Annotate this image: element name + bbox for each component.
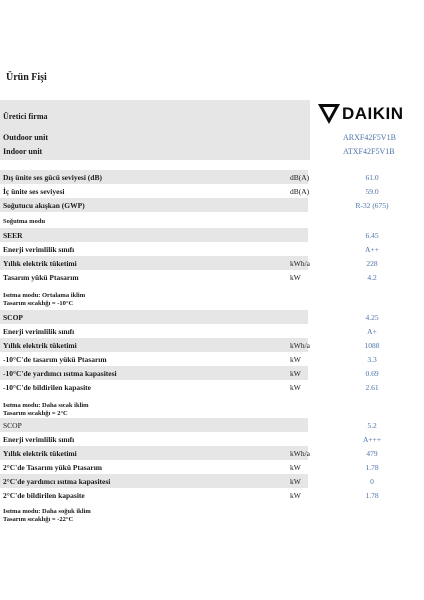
row-unit: kW	[290, 369, 301, 378]
row-value: 1088	[364, 341, 380, 350]
row-label: Yıllık elektrik tüketimi	[3, 341, 77, 350]
row-label: Enerji verimlilik sınıfı	[3, 327, 75, 336]
table-row	[0, 324, 424, 338]
header-background	[0, 100, 310, 160]
row-unit: kW	[290, 491, 301, 500]
row-value: R-32 (675)	[355, 201, 389, 210]
outdoor-unit-value: ARXF42F5V1B	[343, 133, 396, 142]
indoor-unit-value: ATXF42F5V1B	[343, 147, 395, 156]
row-value: A+	[367, 327, 377, 336]
row-unit: dB(A)	[290, 187, 310, 196]
row-value: 61.0	[365, 173, 379, 182]
row-value: 1.78	[365, 491, 379, 500]
daikin-logo	[318, 104, 404, 124]
row-label: Enerji verimlilik sınıfı	[3, 435, 75, 444]
row-unit: kW	[290, 477, 301, 486]
row-unit: kWh/a	[290, 341, 310, 350]
section-title: Isıtma modu: Daha soğuk iklim	[3, 508, 91, 515]
section-heating-colder	[3, 508, 91, 524]
outdoor-unit-label: Outdoor unit	[3, 133, 48, 142]
row-label: -10°C'de bildirilen kapasite	[3, 383, 92, 392]
row-label: Enerji verimlilik sınıfı	[3, 245, 75, 254]
table-row	[0, 310, 424, 324]
section-design-temp: Tasarım sıcaklığı = 2°C	[3, 410, 68, 417]
row-value: 5.2	[367, 421, 377, 430]
table-row	[0, 228, 424, 242]
table-row	[0, 256, 424, 270]
table-row	[0, 170, 424, 184]
page-title: Ürün Fişi	[6, 72, 47, 83]
row-unit: kWh/a	[290, 449, 310, 458]
row-label: İç ünite ses seviyesi	[3, 187, 65, 196]
table-row	[0, 352, 424, 366]
table-row	[0, 460, 424, 474]
row-label: Yıllık elektrik tüketimi	[3, 259, 77, 268]
row-label: Tasarım yükü Ptasarım	[3, 273, 79, 282]
row-unit: kW	[290, 463, 301, 472]
row-unit: kWh/a	[290, 259, 310, 268]
section-cooling: Soğutma modu	[3, 218, 46, 225]
row-label: -10°C'de tasarım yükü Ptasarım	[3, 355, 107, 364]
row-value: 3.3	[367, 355, 377, 364]
row-unit: kW	[290, 355, 301, 364]
table-row	[0, 474, 424, 488]
section-design-temp: Tasarım sıcaklığı = -10°C	[3, 300, 74, 307]
row-unit: kW	[290, 273, 301, 282]
row-label: Yıllık elektrik tüketimi	[3, 449, 77, 458]
row-label: -10°C'de yardımcı ısıtma kapasitesi	[3, 369, 117, 378]
section-heating-warmer	[3, 402, 89, 418]
table-row	[0, 184, 424, 198]
row-label: 2°C'de Tasarım yükü Ptasarım	[3, 463, 103, 472]
section-design-temp: Tasarım sıcaklığı = -22°C	[3, 516, 74, 523]
row-value: 2.61	[365, 383, 379, 392]
section-heating-average	[3, 292, 85, 308]
row-value: 0.69	[365, 369, 379, 378]
row-value: 1.78	[365, 463, 379, 472]
section-title: Isıtma modu: Daha sıcak iklim	[3, 402, 89, 409]
table-row	[0, 418, 424, 432]
row-value: 4.2	[367, 273, 377, 282]
section-title: Isıtma modu: Ortalama iklim	[3, 292, 86, 299]
table-row	[0, 338, 424, 352]
row-label: SCOP	[3, 313, 24, 322]
row-value: 228	[366, 259, 378, 268]
table-row	[0, 380, 424, 394]
row-label: SEER	[3, 231, 23, 240]
row-value: 6.45	[365, 231, 379, 240]
row-unit: kW	[290, 383, 301, 392]
row-value: A+++	[362, 435, 382, 444]
row-label: SCOP	[3, 421, 22, 430]
table-row	[0, 198, 424, 212]
table-row	[0, 270, 424, 284]
row-value: 479	[366, 449, 378, 458]
row-label: Soğutucu akışkan (GWP)	[3, 201, 85, 210]
table-row	[0, 446, 424, 460]
daikin-triangle-icon	[318, 104, 340, 124]
manufacturer-label: Üretici firma	[3, 112, 48, 121]
row-label: Dış ünite ses gücü seviyesi (dB)	[3, 173, 102, 182]
table-row	[0, 488, 424, 502]
table-row	[0, 366, 424, 380]
row-label: 2°C'de bildirilen kapasite	[3, 491, 85, 500]
table-row	[0, 432, 424, 446]
row-label: 2°C'de yardımcı ısıtma kapasitesi	[3, 477, 111, 486]
row-value: 0	[370, 477, 374, 486]
indoor-unit-label: Indoor unit	[3, 147, 43, 156]
table-row	[0, 242, 424, 256]
row-unit: dB(A)	[290, 173, 310, 182]
row-value: 59.0	[365, 187, 379, 196]
daikin-logo-text: DAIKIN	[342, 104, 404, 123]
row-value: 4.25	[365, 313, 379, 322]
row-value: A++	[365, 245, 379, 254]
